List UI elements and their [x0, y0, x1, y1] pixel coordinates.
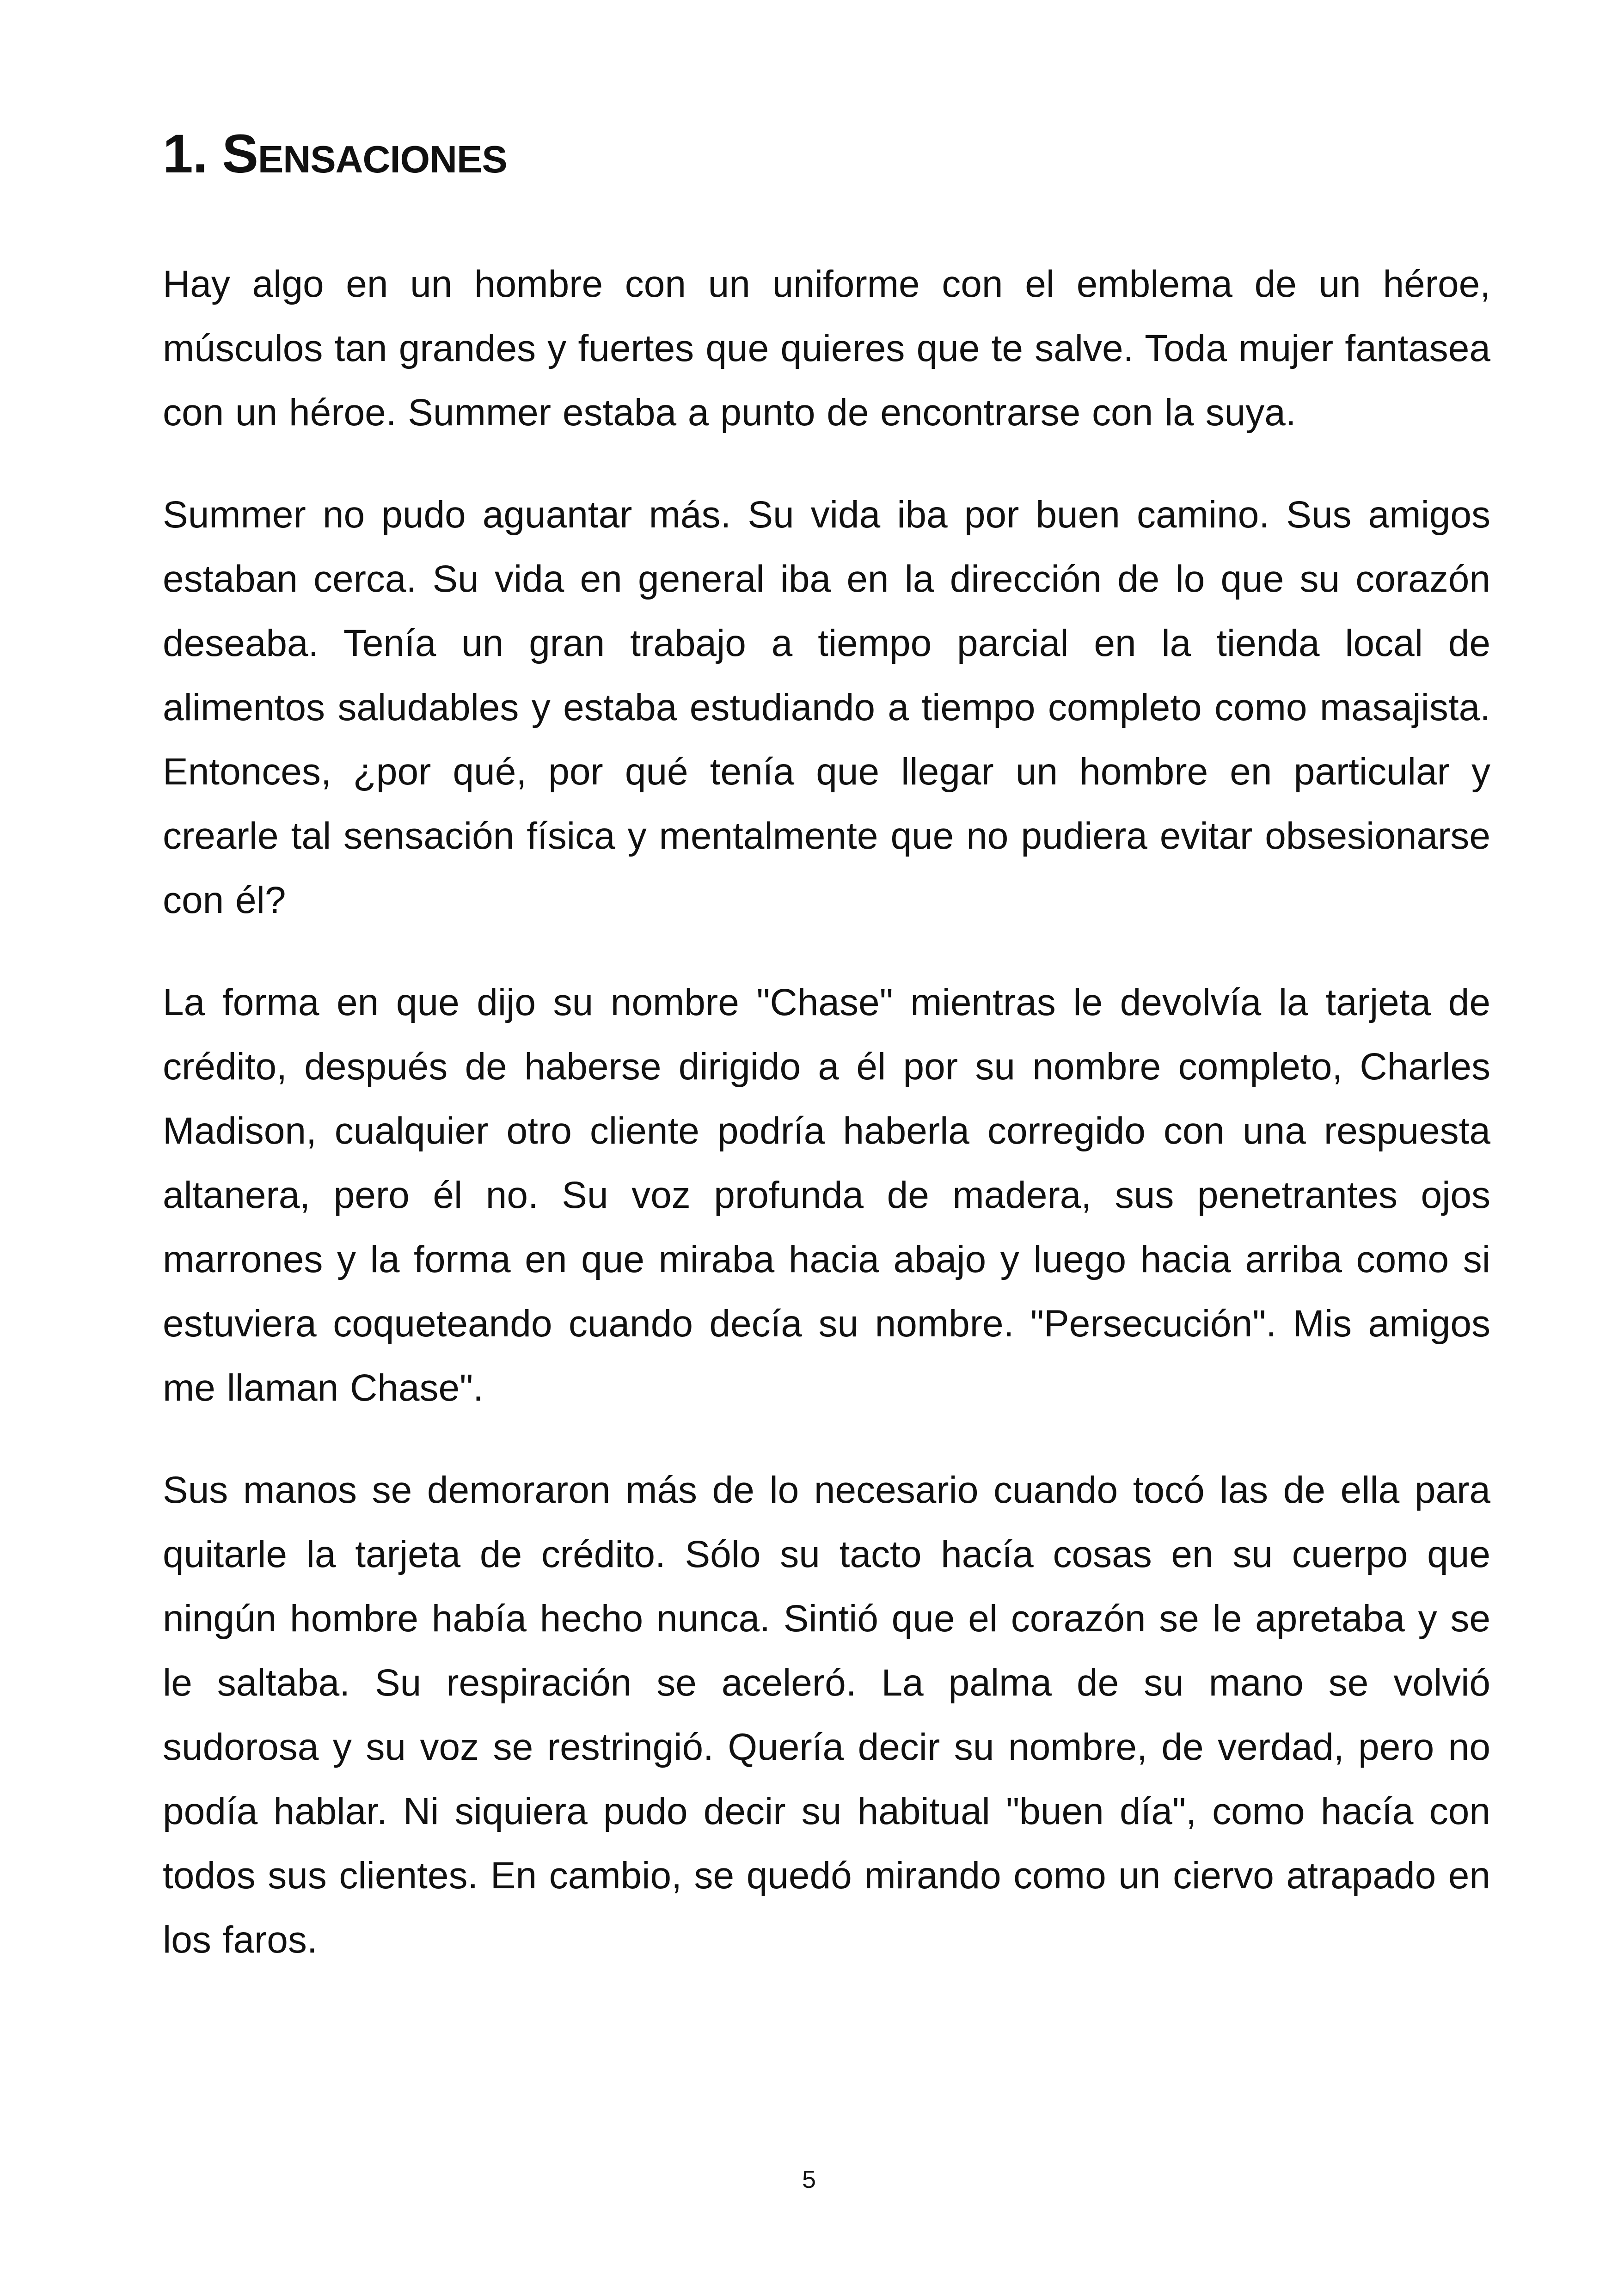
paragraph-3: La forma en que dijo su nombre "Chase" mientras le devolvía la tarjeta de crédito, después de haberse dirigido a él por su nombre completo, Charles Madison, cualquier otro cliente podría haberla corregido con una respuesta altanera, pero él no. Su voz profunda de madera, sus penetrantes ojos marrones y la forma en que miraba hacia abajo y luego hacia arriba como si estuviera coqueteando cuando decía su nombre. "Persecución". Mis amigos me llaman Chase".: [163, 981, 1490, 1409]
paragraph-4: Sus manos se demoraron más de lo necesario cuando tocó las de ella para quitarle la tarjeta de crédito. Sólo su tacto hacía cosas en su cuerpo que ningún hombre había hecho nunca. Sintió que el corazón se le apretaba y se le saltaba. Su respiración se aceleró. La palma de su mano se volvió sudorosa y su voz se restringió. Quería decir su nombre, de verdad, pero no podía hablar. Ni siquiera pudo decir su habitual "buen día", como hacía con todos sus clientes. En cambio, se quedó mirando como un ciervo atrapado en los faros.: [163, 1469, 1490, 1961]
chapter-title: 1. Sensaciones: [163, 123, 507, 184]
chapter-body: [163, 252, 1490, 2010]
page-number: 5: [802, 2166, 816, 2193]
paragraph-2: Summer no pudo aguantar más. Su vida iba por buen camino. Sus amigos estaban cerca. Su vida en general iba en la dirección de lo que su corazón deseaba. Tenía un gran trabajo a tiempo parcial en la tienda local de alimentos saludables y estaba estudiando a tiempo completo como masajista. Entonces, ¿por qué, por qué tenía que llegar un hombre en particular y crearle tal sensación física y mentalmente que no pudiera evitar obsesionarse con él?: [163, 494, 1490, 921]
paragraph-1: Hay algo en un hombre con un uniforme con el emblema de un héroe, músculos tan grandes y fuertes que quieres que te salve. Toda mujer fantasea con un héroe. Summer estaba a punto de encontrarse con la suya.: [163, 263, 1490, 434]
